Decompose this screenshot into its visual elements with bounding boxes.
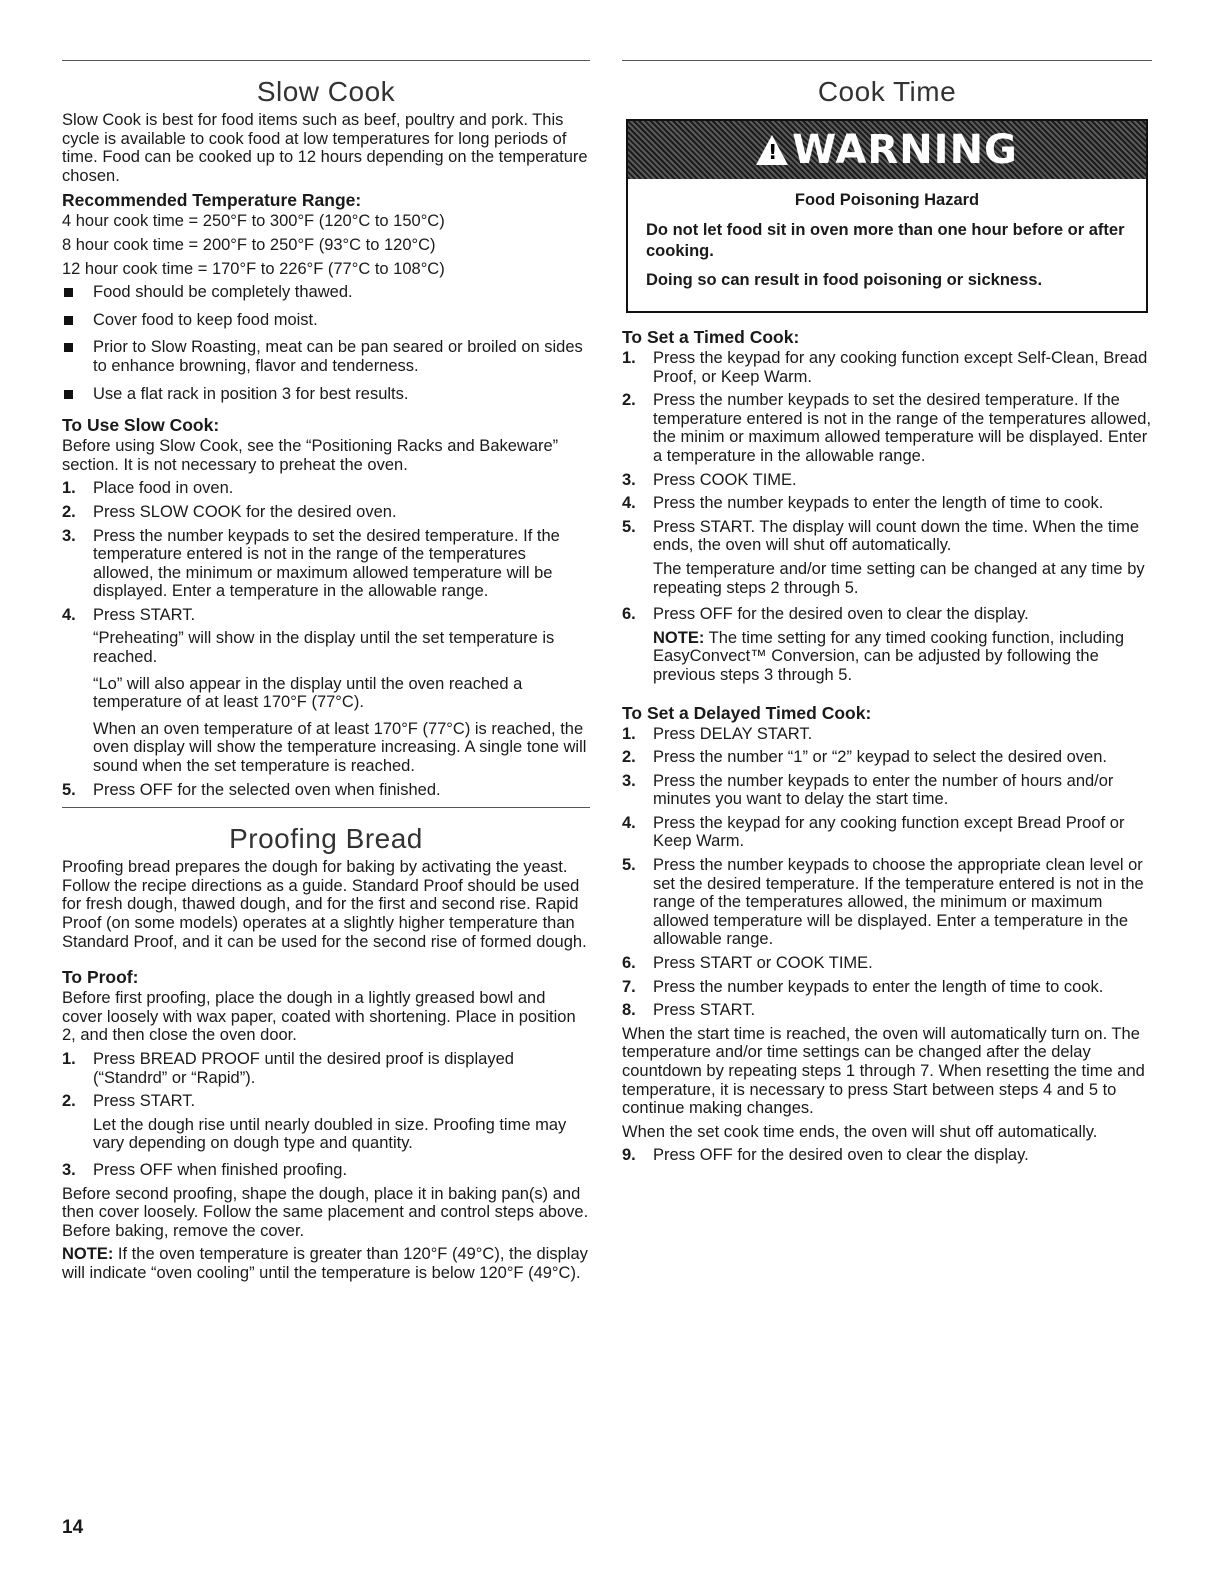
warning-heading [756, 127, 1018, 173]
step-number: 4. [62, 605, 76, 624]
warning-hazard: Food Poisoning Hazard [794, 191, 980, 209]
warning-box [626, 119, 1148, 313]
second-proofing: Before second proofing, shape the dough, place it in baking pan(s) and then cover loosely. Follow the same placement and control steps above. Before baking, remove the cover. [62, 1184, 589, 1240]
divider [62, 807, 590, 808]
list-item [62, 311, 590, 330]
step-number: 9. [622, 1146, 636, 1165]
step-item [62, 1092, 590, 1111]
step-text: Press START. [93, 1092, 196, 1111]
step-item [62, 503, 590, 522]
timed-cook-steps-cont [622, 605, 1152, 624]
step-number: 6. [622, 605, 636, 624]
step-text: Press OFF for the selected oven when finished. [93, 780, 441, 799]
warning-title: WARNING [792, 127, 1018, 173]
square-bullet-icon [64, 288, 73, 297]
delayed-after-text: When the set cook time ends, the oven will shut off automatically. [622, 1122, 1098, 1141]
divider [622, 60, 1152, 61]
step-text: Press START. The display will count down the time. When the time ends, the oven will shut off automatically. [653, 517, 1140, 555]
step-text: Press the number keypads to enter the length of time to cook. [653, 494, 1104, 513]
step-item [622, 748, 1152, 767]
step-note: When an oven temperature of at least 170°F (77°C) is reached, the oven display will show the temperature increasing. A single tone will sound when the set temperature is reached. [93, 719, 587, 776]
square-bullet-icon [64, 390, 73, 399]
step-number: 3. [62, 526, 76, 545]
step-item [622, 772, 1152, 809]
step-text: Press OFF when finished proofing. [93, 1160, 348, 1179]
step-item [622, 494, 1152, 513]
step-number: 1. [622, 349, 636, 367]
slow-cook-tips [62, 283, 590, 403]
step-text: Press the keypad for any cooking function except Bread Proof or Keep Warm. [653, 813, 1125, 851]
list-item [62, 338, 590, 375]
step-number: 2. [622, 391, 636, 410]
proof-steps-cont [62, 1161, 590, 1180]
proof-steps [62, 1050, 590, 1111]
square-bullet-icon [64, 343, 73, 352]
step-text: Press COOK TIME. [653, 470, 797, 489]
step-number: 2. [62, 502, 76, 521]
timed-cook-steps [622, 349, 1152, 555]
step-text: Press the number keypads to choose the appropriate clean level or set the desired temperature. If the temperature entered is not in the range of the temperatures allowed, the minimum or maximum allowed temperature will be displayed. Enter a temperature in the allowable range. [653, 856, 1144, 949]
step-item [622, 471, 1152, 490]
page-number: 14 [62, 1517, 84, 1538]
proofing-title: Proofing Bread [229, 823, 423, 855]
step-number: 5. [622, 856, 636, 875]
step-text: Press the number keypads to enter the number of hours and/or minutes you want to delay the start time. [653, 771, 1114, 809]
step-text: Press START. [93, 605, 196, 624]
step-number: 4. [622, 813, 636, 832]
step-text: Press the number keypads to set the desired temperature. If the temperature entered is not in the range of the temperatures allowed, the minim or maximum allowed temperature will be displayed. Enter a temperature in the allowable range. [653, 391, 1152, 465]
step-item [622, 814, 1152, 851]
step-text: Press the number keypads to set the desired temperature. If the temperature entered is not in the range of the temperatures allowed, the minimum or maximum allowed temperature will be displayed. Enter a temperature in the allowable range. [93, 526, 560, 601]
slow-cook-steps [62, 479, 590, 624]
proofing-note [62, 1245, 590, 1282]
warning-banner [628, 121, 1146, 179]
step-text: Press DELAY START. [653, 724, 813, 743]
step-text: Press START or COOK TIME. [653, 954, 873, 973]
delayed-cook-final-step [622, 1146, 1152, 1165]
delayed-after-text: When the start time is reached, the oven will automatically turn on. The temperature and/or time settings can be changed after the delay countdown by repeating steps 1 through 7. When resetting the time and temperature, it is necessary to press Start between steps 4 and 5 to continue making changes. [622, 1024, 1145, 1118]
step-number: 3. [622, 470, 636, 489]
delayed-cook-steps [622, 725, 1152, 1020]
step-number: 1. [62, 1049, 76, 1068]
step-note: The temperature and/or time setting can be changed at any time by repeating steps 2 through 5. [653, 559, 1145, 597]
step-text: Press START. [653, 1001, 756, 1020]
step-item [622, 391, 1152, 465]
step-number: 2. [62, 1092, 76, 1111]
warning-body [628, 179, 1146, 311]
warning-triangle-icon: ! [756, 135, 788, 165]
warning-line: Doing so can result in food poisoning or sickness. [646, 271, 1043, 289]
step-text: Place food in oven. [93, 479, 234, 498]
step-number: 1. [622, 724, 636, 743]
step-number: 3. [62, 1160, 76, 1179]
temp-line: 8 hour cook time = 200°F to 250°F (93°C to 120°C) [62, 235, 436, 254]
list-item-text: Use a flat rack in position 3 for best results. [93, 384, 409, 403]
step-text: Press OFF for the desired oven to clear the display. [653, 605, 1029, 624]
step-item [622, 856, 1152, 949]
step-text: Press the number “1” or “2” keypad to select the desired oven. [653, 748, 1107, 767]
step-text: Press BREAD PROOF until the desired proof is displayed (“Standrd” or “Rapid”). [93, 1049, 514, 1087]
note-label: NOTE: [62, 1245, 114, 1264]
timed-cook-heading: To Set a Timed Cook: [622, 327, 800, 347]
use-slow-cook-heading: To Use Slow Cook: [62, 415, 220, 436]
temp-range-heading: Recommended Temperature Range: [62, 190, 362, 211]
step-number: 2. [622, 748, 636, 767]
step-item [622, 349, 1152, 386]
temp-line: 4 hour cook time = 250°F to 300°F (120°C to 150°C) [62, 212, 445, 231]
step-number: 1. [62, 479, 76, 498]
step-item [622, 518, 1152, 555]
step-item [622, 1146, 1152, 1165]
step-note: “Lo” will also appear in the display until the oven reached a temperature of at least 170°F (77°C). [93, 674, 523, 712]
step-number: 4. [622, 494, 636, 513]
step-item [622, 954, 1152, 973]
note-text: The time setting for any timed cooking function, including EasyConvect™ Conversion, can be adjusted by following the previous steps 3 through 5. [653, 628, 1125, 684]
proofing-intro: Proofing bread prepares the dough for baking by activating the yeast. Follow the recipe directions as a guide. Standard Proof should be used for fresh dough, thawed dough, and for the first and second rise. Rapid Proof (on some models) operates at a slightly higher temperature than Standard Proof, and it can be used for the second rise of formed dough. [62, 858, 587, 951]
step-number: 5. [622, 517, 636, 536]
step-item [622, 725, 1152, 744]
note-label: NOTE: [653, 628, 705, 647]
list-item-text: Cover food to keep food moist. [93, 310, 318, 329]
step-item [62, 479, 590, 498]
step-text: Press the keypad for any cooking function except Self-Clean, Bread Proof, or Keep Warm. [653, 349, 1148, 386]
delayed-cook-heading: To Set a Delayed Timed Cook: [622, 702, 872, 723]
square-bullet-icon [64, 316, 73, 325]
list-item [62, 283, 590, 302]
temp-line: 12 hour cook time = 170°F to 226°F (77°C to 108°C) [62, 259, 445, 278]
to-proof-heading: To Proof: [62, 967, 139, 988]
step-number: 8. [622, 1001, 636, 1020]
right-column [622, 60, 1152, 1170]
warning-line: Do not let food sit in oven more than one hour before or after cooking. [646, 221, 1125, 260]
cook-time-title: Cook Time [817, 76, 957, 107]
step-item [62, 606, 590, 625]
step-text: Press SLOW COOK for the desired oven. [93, 502, 397, 521]
step-item [62, 1050, 590, 1087]
step-number: 5. [62, 780, 76, 799]
note-text: If the oven temperature is greater than 120°F (49°C), the display will indicate “oven cooling” until the temperature is below 120°F (49°C). [62, 1245, 588, 1282]
step-item [622, 1001, 1152, 1020]
list-item [62, 385, 590, 404]
step-item [62, 1161, 590, 1180]
slow-cook-steps-cont [62, 781, 590, 800]
step-item [62, 781, 590, 800]
slow-cook-title: Slow Cook [256, 76, 396, 107]
step-number: 7. [622, 977, 636, 996]
to-proof-intro: Before first proofing, place the dough in a lightly greased bowl and cover loosely with wax paper, coated with shortening. Place in position 2, and then close the oven door. [62, 989, 576, 1045]
step-text: Press OFF for the desired oven to clear the display. [653, 1146, 1029, 1165]
left-column [62, 60, 590, 1288]
divider [62, 60, 590, 61]
slow-cook-intro: Slow Cook is best for food items such as beef, poultry and pork. This cycle is available to cook food at low temperatures for long periods of time. Food can be cooked up to 12 hours depending on the temperature chosen. [62, 111, 588, 185]
step-number: 3. [622, 771, 636, 790]
step-note: Let the dough rise until nearly doubled in size. Proofing time may vary depending on dough type and quantity. [93, 1115, 567, 1153]
step-item [622, 605, 1152, 624]
step-number: 6. [622, 954, 636, 973]
list-item-text: Food should be completely thawed. [93, 283, 353, 302]
list-item-text: Prior to Slow Roasting, meat can be pan seared or broiled on sides to enhance browning, flavor and tenderness. [93, 338, 583, 375]
step-text: Press the number keypads to enter the length of time to cook. [653, 977, 1104, 996]
timed-note [622, 629, 1152, 685]
use-slow-cook-intro: Before using Slow Cook, see the “Positioning Racks and Bakeware” section. It is not necessary to preheat the oven. [62, 437, 559, 474]
step-note: “Preheating” will show in the display until the set temperature is reached. [93, 629, 555, 667]
step-item [62, 527, 590, 601]
step-item [622, 978, 1152, 997]
